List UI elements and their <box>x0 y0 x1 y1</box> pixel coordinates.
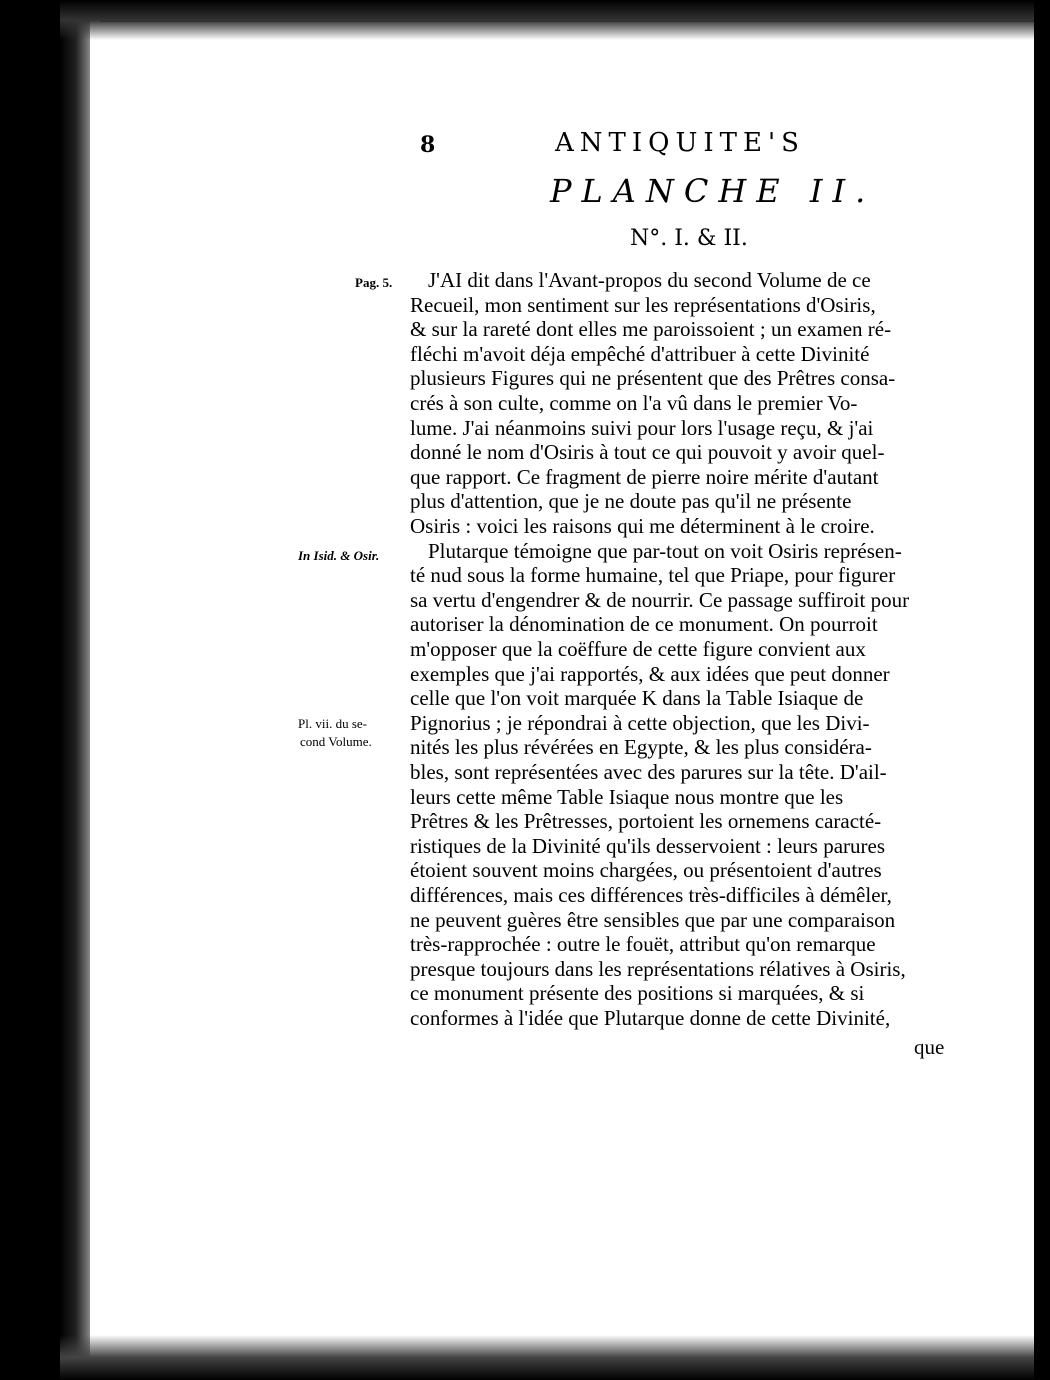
body-line: que rapport. Ce fragment de pierre noire mérite d'autant <box>410 464 879 489</box>
body-line: étoient souvent moins chargées, ou présentoient d'autres <box>410 858 882 883</box>
body-line: donné le nom d'Osiris à tout ce qui pouvoit y avoir quel- <box>410 440 885 465</box>
body-line: J'AI dit dans l'Avant-propos du second Volume de ce <box>428 268 871 292</box>
body-line: ne peuvent guères être sensibles que par une comparaison <box>410 907 896 932</box>
body-line: Pignorius ; je répondrai à cette objection, que les Divi- <box>410 710 870 735</box>
body-line: Prêtres & les Prêtresses, portoient les ornemens caracté- <box>410 809 882 834</box>
body-line: celle que l'on voit marquée K dans la Table Isiaque de <box>410 686 864 711</box>
body-line: différences, mais ces différences très-difficiles à démêler, <box>410 883 892 907</box>
margin-note-plate-ref: Pl. vii. du se- <box>298 716 367 731</box>
body-line: conformes à l'idée que Plutarque donne de cette Divinité, <box>410 1006 891 1030</box>
catchword: que <box>914 1035 945 1059</box>
body-line: bles, sont représentées avec des parures sur la tête. D'ail- <box>410 760 887 784</box>
body-line: fléchi m'avoit déja empêché d'attribuer à cette Divinité <box>410 341 870 366</box>
body-line: presque toujours dans les représentations rélatives à Osiris, <box>410 956 906 981</box>
body-line: té nud sous la forme humaine, tel que Priape, pour figurer <box>410 563 896 588</box>
body-line: Recueil, mon sentiment sur les représentations d'Osiris, <box>410 292 876 317</box>
body-line: autoriser la dénomination de ce monument. On pourroit <box>410 612 878 637</box>
scan-border-bottom <box>60 1335 1050 1380</box>
margin-note-page-ref: Pag. 5. <box>355 275 393 290</box>
body-line: Plutarque témoigne que par-tout on voit Osiris représen- <box>428 538 902 563</box>
body-line: sa vertu d'engendrer & de nourrir. Ce passage suffiroit pour <box>410 587 910 612</box>
body-line: ristiques de la Divinité qu'ils desservoient : leurs parures <box>410 833 886 858</box>
margin-note-plate-ref-cont: cond Volume. <box>300 734 372 749</box>
body-line: m'opposer que la coëffure de cette figure convient aux <box>410 637 866 661</box>
body-line: ce monument présente des positions si marquées, & si <box>410 981 865 1006</box>
body-line: crés à son culte, comme on l'a vû dans le premier Vo- <box>410 391 858 415</box>
page-number: 8 <box>420 132 436 158</box>
scan-border-right <box>1034 0 1050 1380</box>
body-line: lume. J'ai néanmoins suivi pour lors l'usage reçu, & j'ai <box>410 415 874 440</box>
body-line: plus d'attention, que je ne doute pas qu'il ne présente <box>410 489 852 514</box>
margin-note-plutarch-ref: In Isid. & Osir. <box>298 548 380 563</box>
body-line: leurs cette même Table Isiaque nous montre que les <box>410 784 844 809</box>
plate-numbers: N°. I. & II. <box>630 226 748 251</box>
body-line: Osiris : voici les raisons qui me déterminent à le croire. <box>410 514 875 538</box>
body-line: très-rapprochée : outre le fouët, attribut qu'on remarque <box>410 932 876 957</box>
body-line: exemples que j'ai rapportés, & aux idées que peut donner <box>410 661 890 686</box>
body-line: nités les plus révérées en Egypte, & les plus considéra- <box>410 735 872 760</box>
scan-border-top <box>60 0 1050 40</box>
running-title: ANTIQUITE'S <box>555 128 805 158</box>
body-line: & sur la rareté dont elles me paroissoient ; un examen ré- <box>410 317 892 342</box>
body-line: plusieurs Figures qui ne présentent que des Prêtres consa- <box>410 366 896 391</box>
plate-title: PLANCHE II. <box>550 172 876 210</box>
